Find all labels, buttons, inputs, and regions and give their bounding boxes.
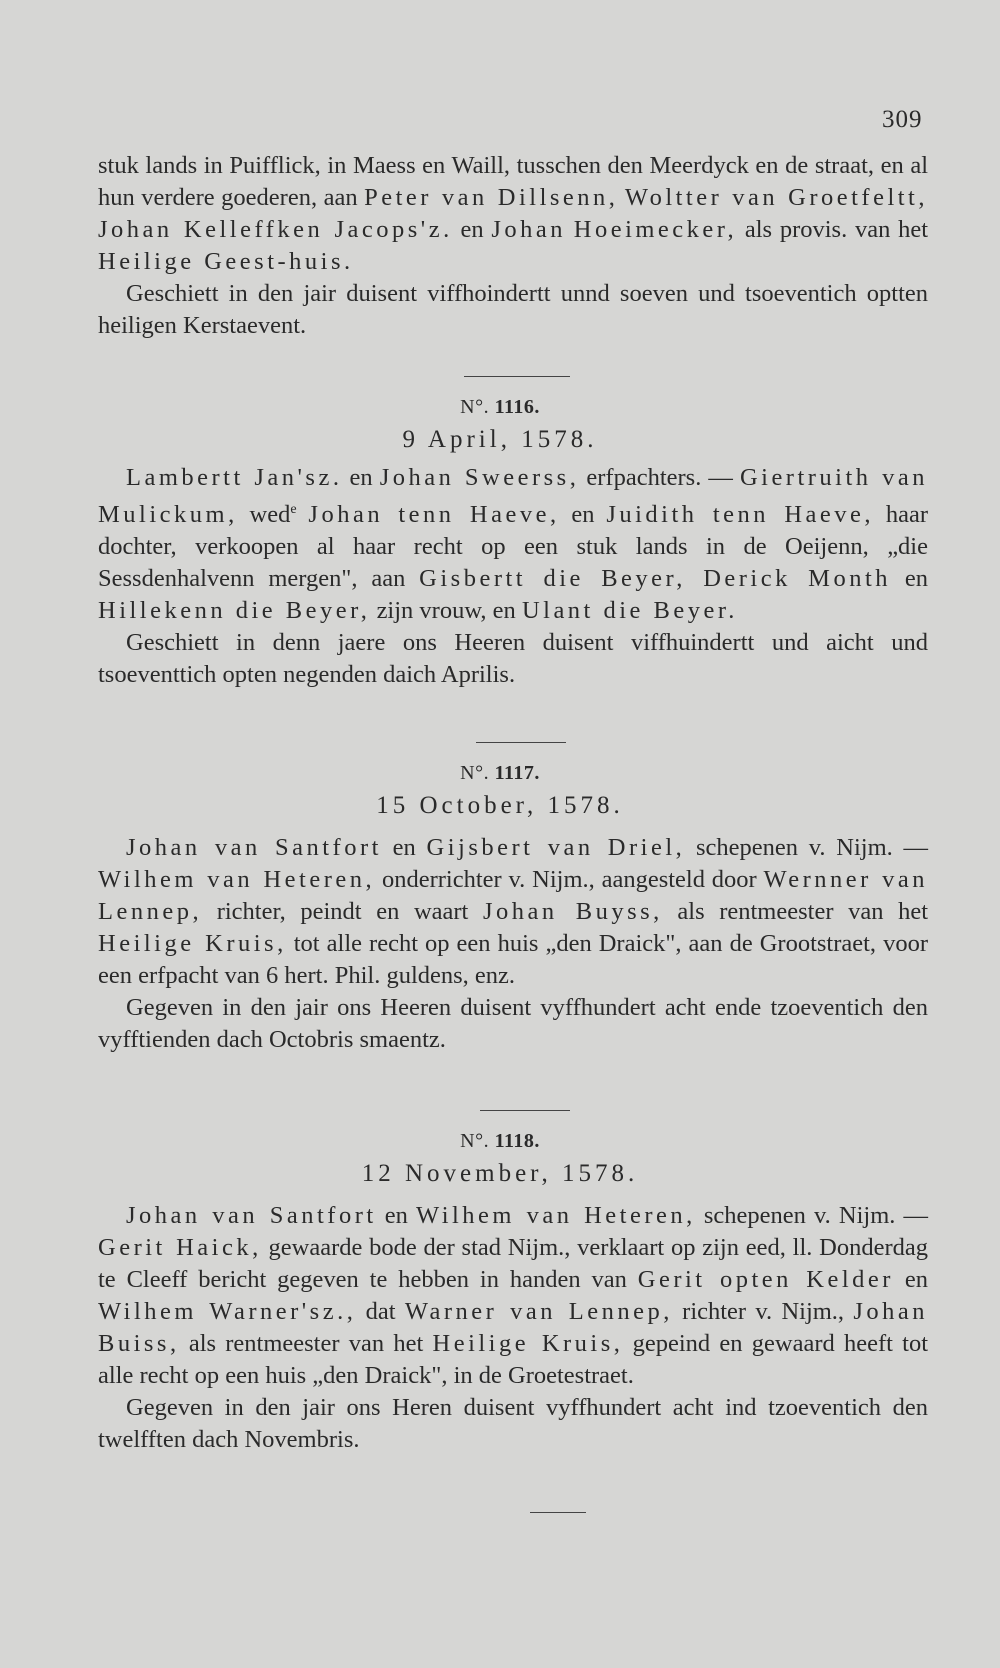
entry-text: gepeind en gewaard heeft tot alle recht op een huis „den Draick", in de Groetestraet. [98,1330,928,1389]
person-name: Johan van Santfort [126,834,382,861]
section-divider [476,742,566,743]
entry-text: dat [356,1298,405,1325]
entry-paragraph [98,462,928,627]
person-name: Gerit opten Kelder [637,1266,894,1293]
connector: en [376,1202,417,1229]
intro-paragraph [98,150,928,342]
intro-closing: Geschiett in den jair duisent viffhoindertt unnd soeven und tsoeventich optten heiligen Kerstaevent. [98,280,928,339]
entry-date: 12 November, 1578. [361,1160,639,1187]
person-name: Johan Sweerss, [379,464,580,491]
person-name: Peter van Dillsenn, [364,184,619,211]
connector: en [381,834,427,861]
person-name: Hoeimecker, [573,216,738,243]
person-name: Gijsbert van Driel, [426,834,686,861]
superscript: e [290,502,297,517]
person-names: Woltter van Groetfeltt, Johan Kelleffken Jacops'z. [98,184,928,243]
entry-text: schepenen v. Nijm. — [695,1202,928,1229]
person-name: Juidith tenn Haeve, [606,501,875,529]
entry-text: als rentmeester van het [179,1330,433,1357]
entry-closing: Gegeven in den jair ons Heeren duisent vyffhundert acht ende tzoeventich den vyfftienden dach Octobris smaentz. [98,994,928,1053]
entry-paragraph [98,1200,928,1392]
entry-number [0,762,1000,785]
section-divider [480,1110,570,1111]
person-name: Johan tenn Haeve, [308,501,560,529]
person-name: Wernner van Lennep, [98,866,928,925]
section-divider [530,1512,586,1513]
connector: en [891,565,928,593]
entry-text: richter, peindt en waart [202,898,483,925]
person-name: Johan Buyss, [482,898,663,925]
person-name: Johan [491,216,566,243]
person-name: Wilhem Warner'sz., [98,1298,357,1325]
entry-number-value: 1118. [494,1130,540,1152]
intro-connector: en [452,216,492,243]
person-name: Wilhem van Heteren, [98,866,376,893]
person-name: Giertruith van Mulickum, [98,464,928,529]
person-name: Ulant die Beyer. [521,597,738,625]
person-name: Johan van Santfort [126,1202,377,1229]
person-name: Johan Buiss, [98,1298,929,1357]
person-name: Hillekenn die Beyer, [98,597,371,625]
entry-body [98,832,928,1056]
person-name: Warner van Lennep, [404,1298,673,1325]
page-number: 309 [882,106,923,133]
person-name: Gerit Haick, [98,1234,262,1261]
entry-text: schepenen v. Nijm. — [685,834,928,861]
entry-number-prefix: N°. [460,762,490,784]
entry-text: erfpachters. — [579,464,740,491]
institution-name: Heilige Kruis, [432,1330,624,1357]
entry-text: gewaarde bode der stad Nijm., verklaart op zijn eed, ll. Donderdag te Cleeff bericht gegeven te hebben in handen van [98,1234,928,1293]
intro-line-2: de straat, en al hun verdere goederen, aan [98,152,928,211]
connector: en [342,464,380,491]
entry-text: onderrichter v. Nijm., aangesteld door [375,866,764,893]
entry-text: tot alle recht op een huis „den Draick", aan de Grootstraet, voor een erfpacht van 6 hert. Phil. guldens, enz. [98,930,928,989]
entry-date: 15 October, 1578. [376,792,624,819]
entry-body [98,462,928,691]
entry-closing: Geschiett in denn jaere ons Heeren duisent viffhuindertt und aicht und tsoeventtich opten negenden daich Aprilis. [98,629,928,689]
intro-line-1: stuk lands in Puifflick, in Maess en Waill, tusschen den Meerdyck en [98,152,779,179]
entry-closing: Gegeven in den jair ons Heren duisent vyffhundert acht ind tzoeventich den twelfften dach Novembris. [98,1394,928,1453]
entry-number-prefix: N°. [460,1130,490,1152]
person-names: Gisbertt die Beyer, Derick Month [419,565,892,593]
connector: en [893,1266,928,1293]
institution-name: Heilige Kruis, [98,930,287,957]
entry-text: haar dochter, verkoopen al haar recht op een stuk lands in de Oeijenn, „die Sessdenhalvenn mergen", aan [98,501,929,593]
person-name: Lambertt Jan'sz. [126,464,343,491]
institution-name: Heilige Geest-huis. [98,248,354,275]
entry-date: 9 April, 1578. [402,426,598,453]
entry-number [0,396,1000,419]
person-name: Wilhem van Heteren, [416,1202,696,1229]
connector: en [559,501,607,529]
entry-text [297,501,309,528]
entry-number [0,1130,1000,1153]
entry-number-value: 1117. [494,762,540,784]
entry-body [98,1200,928,1456]
entry-number-prefix: N°. [460,396,490,418]
entry-text: als rentmeester van het [662,898,928,925]
entry-text: wed [237,501,291,529]
entry-paragraph [98,832,928,992]
intro-text: als provis. van het [737,216,928,243]
entry-number-value: 1116. [494,396,540,418]
entry-text: zijn vrouw, en [370,597,522,625]
section-divider [464,376,570,377]
entry-text: richter v. Nijm., [672,1298,854,1325]
